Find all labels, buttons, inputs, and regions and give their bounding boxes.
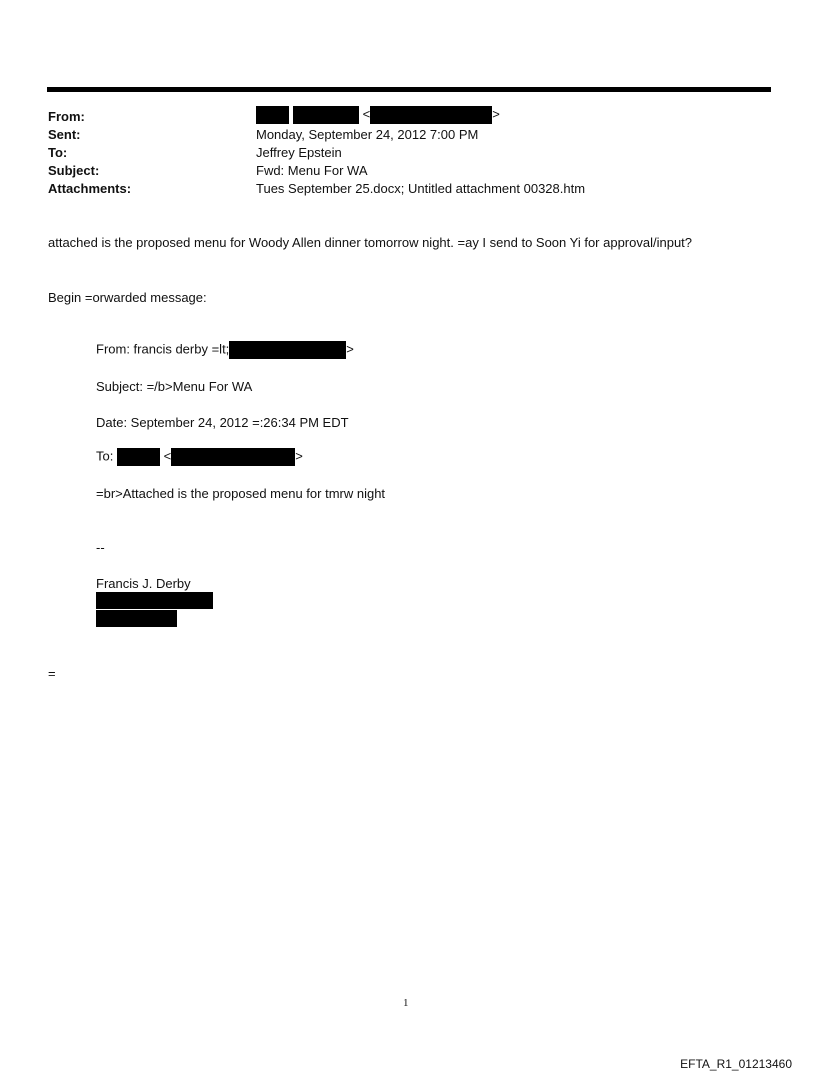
document-id: EFTA_R1_01213460 <box>680 1057 792 1071</box>
trailing-equals: = <box>48 666 56 681</box>
page-number: 1 <box>403 997 409 1009</box>
message-intro: attached is the proposed menu for Woody Allen dinner tomorrow night. =ay I send to Soon Yi for approval/input? <box>48 235 693 250</box>
sent-value: Monday, September 24, 2012 7:00 PM <box>256 127 479 142</box>
signature-name: Francis J. Derby <box>96 576 191 591</box>
redaction-block <box>256 106 289 124</box>
header-rule <box>47 87 771 92</box>
sent-label: Sent: <box>48 127 81 142</box>
forwarded-to-prefix: To: <box>96 448 114 464</box>
from-gt: > <box>492 106 500 122</box>
forwarded-to-gt: > <box>295 448 303 464</box>
redaction-block <box>293 106 359 124</box>
redaction-block <box>96 592 213 609</box>
forwarded-attached-line: =br>Attached is the proposed menu for tmrw night <box>96 486 386 501</box>
from-value <box>256 106 500 124</box>
attachments-label: Attachments: <box>48 181 132 196</box>
signature-dashes: -- <box>96 540 105 555</box>
attachments-value: Tues September 25.docx; Untitled attachment 00328.htm <box>256 181 586 196</box>
forwarded-subject: Subject: =/b>Menu For WA <box>96 379 253 394</box>
begin-forwarded: Begin =orwarded message: <box>48 290 207 305</box>
redaction-block <box>229 341 346 359</box>
redaction-block <box>117 448 160 466</box>
forwarded-from-prefix: From: francis derby =lt; <box>96 341 230 357</box>
from-lt: < <box>362 106 371 122</box>
forwarded-date: Date: September 24, 2012 =:26:34 PM EDT <box>96 415 349 430</box>
forwarded-to <box>96 448 303 466</box>
subject-label: Subject: <box>48 163 100 178</box>
redaction-block <box>171 448 295 466</box>
subject-value: Fwd: Menu For WA <box>256 163 368 178</box>
forwarded-to-lt: < <box>163 448 172 464</box>
forwarded-from-suffix: > <box>346 341 354 357</box>
redaction-block <box>96 610 177 627</box>
forwarded-from <box>96 341 354 359</box>
redaction-block <box>370 106 492 124</box>
to-label: To: <box>48 145 68 160</box>
to-value: Jeffrey Epstein <box>256 145 342 160</box>
from-label: From: <box>48 109 85 124</box>
